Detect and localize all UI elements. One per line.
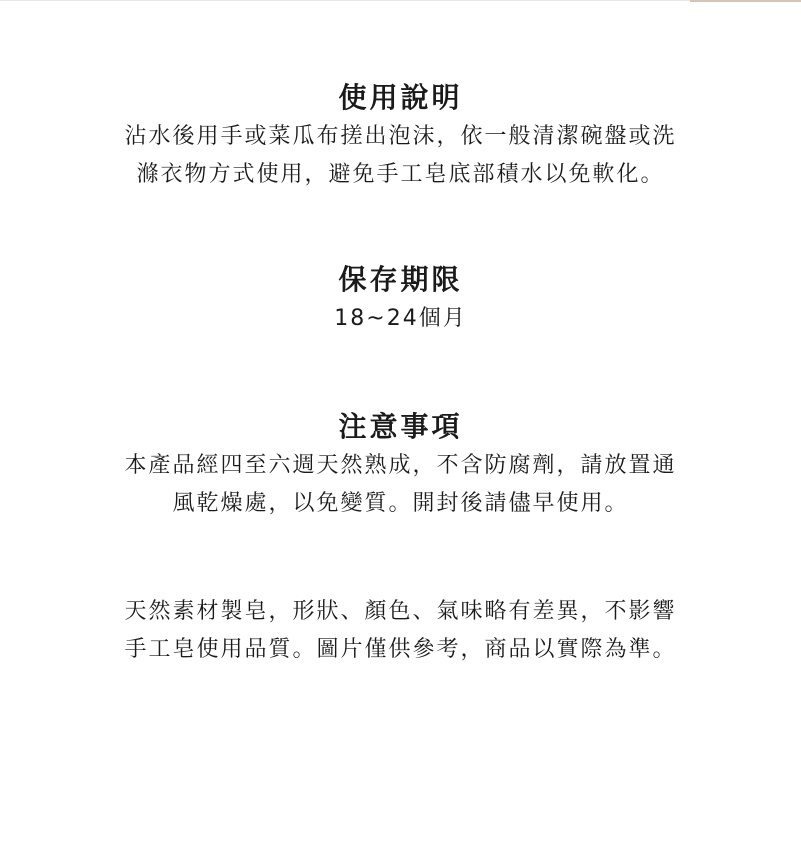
notes-line-2: 風乾燥處，以免變質。開封後請儘早使用。 — [172, 491, 629, 516]
shelf-life-title: 保存期限 — [338, 263, 463, 296]
notes-line-1: 本產品經四至六週天然熟成，不含防腐劑，請放置通 — [124, 453, 677, 478]
top-divider — [0, 0, 801, 1]
notes-section — [60, 409, 741, 523]
notes-text — [60, 447, 741, 523]
shelf-life-section — [60, 262, 741, 338]
disclaimer-line-2: 手工皂使用品質。圖片僅供參考，商品以實際為準。 — [124, 637, 677, 662]
usage-section — [60, 80, 741, 194]
usage-line-2: 滌衣物方式使用，避免手工皂底部積水以免軟化。 — [136, 162, 665, 187]
top-accent-bar — [690, 0, 801, 2]
usage-title: 使用說明 — [338, 81, 463, 114]
notes-title: 注意事項 — [338, 410, 463, 443]
disclaimer-section — [60, 593, 741, 669]
disclaimer-text — [60, 593, 741, 669]
disclaimer-line-1: 天然素材製皂，形狀、顏色、氣味略有差異，不影響 — [124, 599, 677, 624]
usage-text — [60, 118, 741, 194]
shelf-life-value: 18~24個月 — [334, 306, 467, 331]
usage-line-1: 沾水後用手或菜瓜布搓出泡沫，依一般清潔碗盤或洗 — [124, 124, 677, 149]
